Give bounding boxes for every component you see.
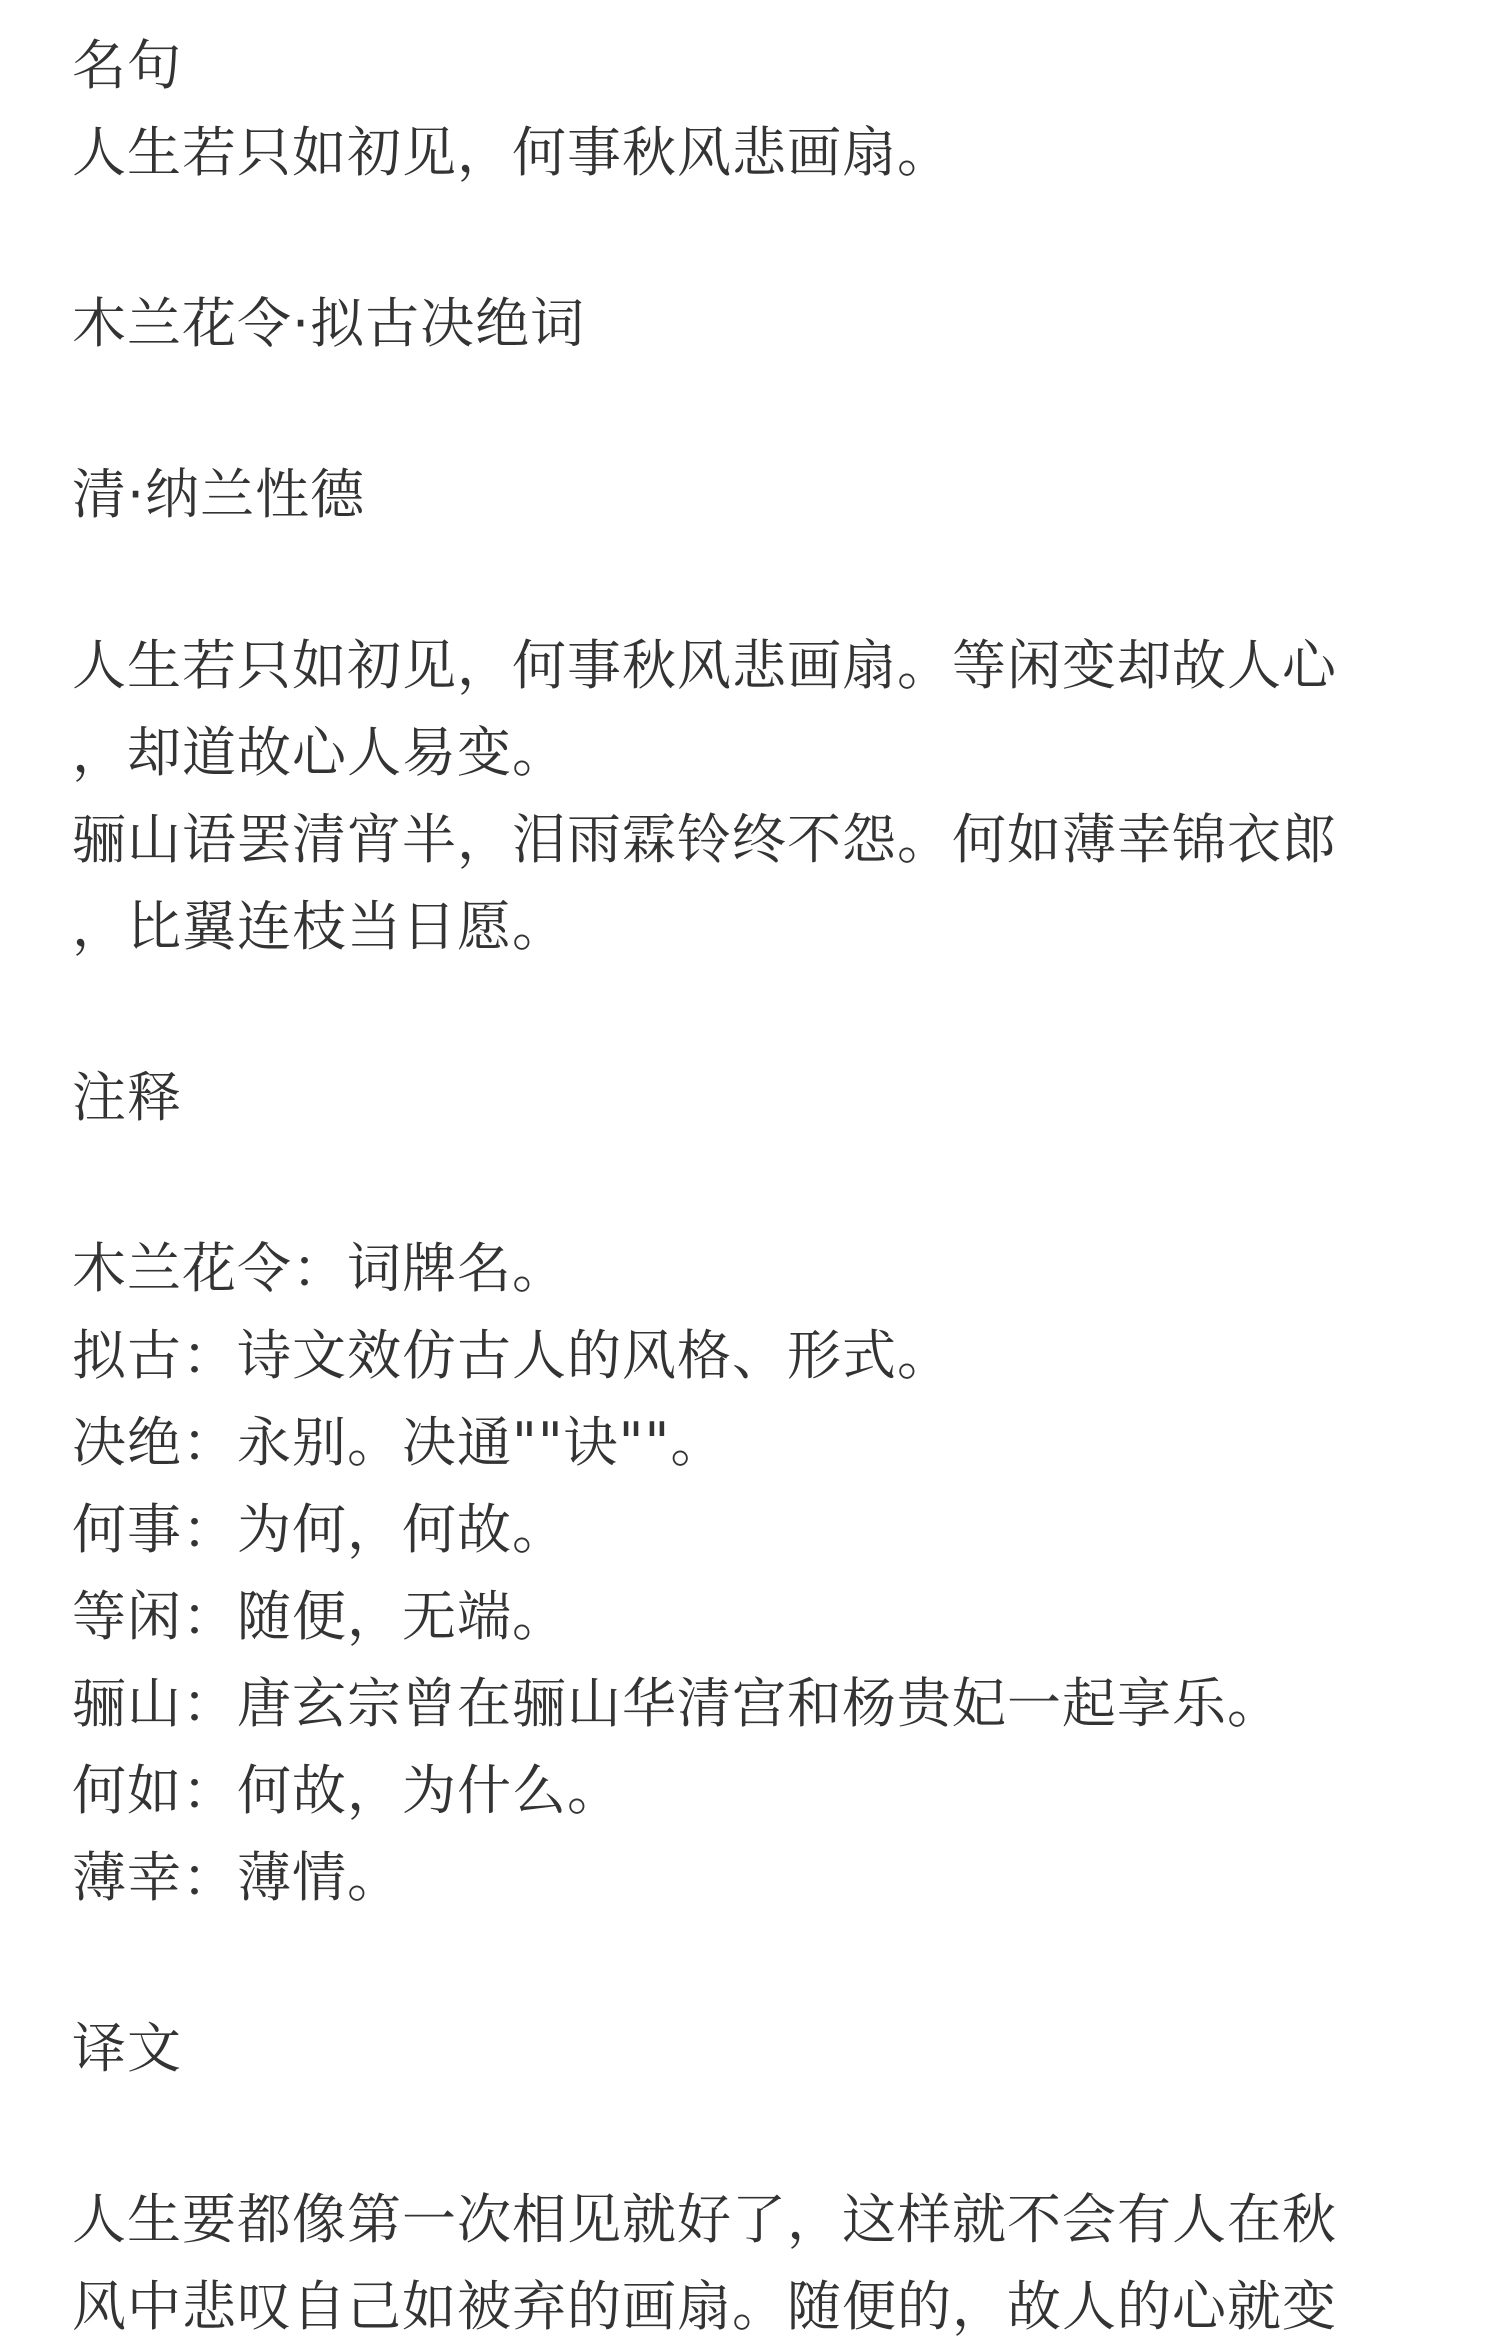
notes-list bbox=[72, 1225, 1412, 1921]
poem-line: ，比翼连枝当日愿。 bbox=[72, 895, 567, 958]
note-item: 何如：何故，为什么。 bbox=[72, 1759, 622, 1822]
translation-heading: 译文 bbox=[72, 2017, 182, 2080]
note-item: 木兰花令：词牌名。 bbox=[72, 1237, 567, 1300]
poem-line: 骊山语罢清宵半，泪雨霖铃终不怨。何如薄幸锦衣郎 bbox=[72, 808, 1337, 871]
poem-body bbox=[72, 622, 1412, 970]
poem-author: 清·纳兰性德 bbox=[72, 463, 366, 526]
famous-quote-label: 名句 bbox=[72, 34, 182, 97]
notes-heading: 注释 bbox=[72, 1066, 182, 1129]
article-body bbox=[72, 22, 1412, 2350]
poem-title: 木兰花令·拟古决绝词 bbox=[72, 292, 586, 355]
note-item: 拟古：诗文效仿古人的风格、形式。 bbox=[72, 1324, 952, 1387]
poem-line: ，却道故心人易变。 bbox=[72, 721, 567, 784]
famous-quote-text: 人生若只如初见，何事秋风悲画扇。 bbox=[72, 121, 952, 184]
note-item: 决绝：永别。决通""诀""。 bbox=[72, 1411, 726, 1474]
poem-line: 人生若只如初见，何事秋风悲画扇。等闲变却故人心 bbox=[72, 634, 1337, 697]
note-item: 骊山：唐玄宗曾在骊山华清宫和杨贵妃一起享乐。 bbox=[72, 1672, 1282, 1735]
translation-line: 风中悲叹自己如被弃的画扇。随便的，故人的心就变 bbox=[72, 2275, 1337, 2338]
note-item: 何事：为何，何故。 bbox=[72, 1498, 567, 1561]
translation-body bbox=[72, 2176, 1412, 2350]
note-item: 等闲：随便，无端。 bbox=[72, 1585, 567, 1648]
note-item: 薄幸：薄情。 bbox=[72, 1846, 402, 1909]
translation-line: 人生要都像第一次相见就好了，这样就不会有人在秋 bbox=[72, 2188, 1337, 2251]
